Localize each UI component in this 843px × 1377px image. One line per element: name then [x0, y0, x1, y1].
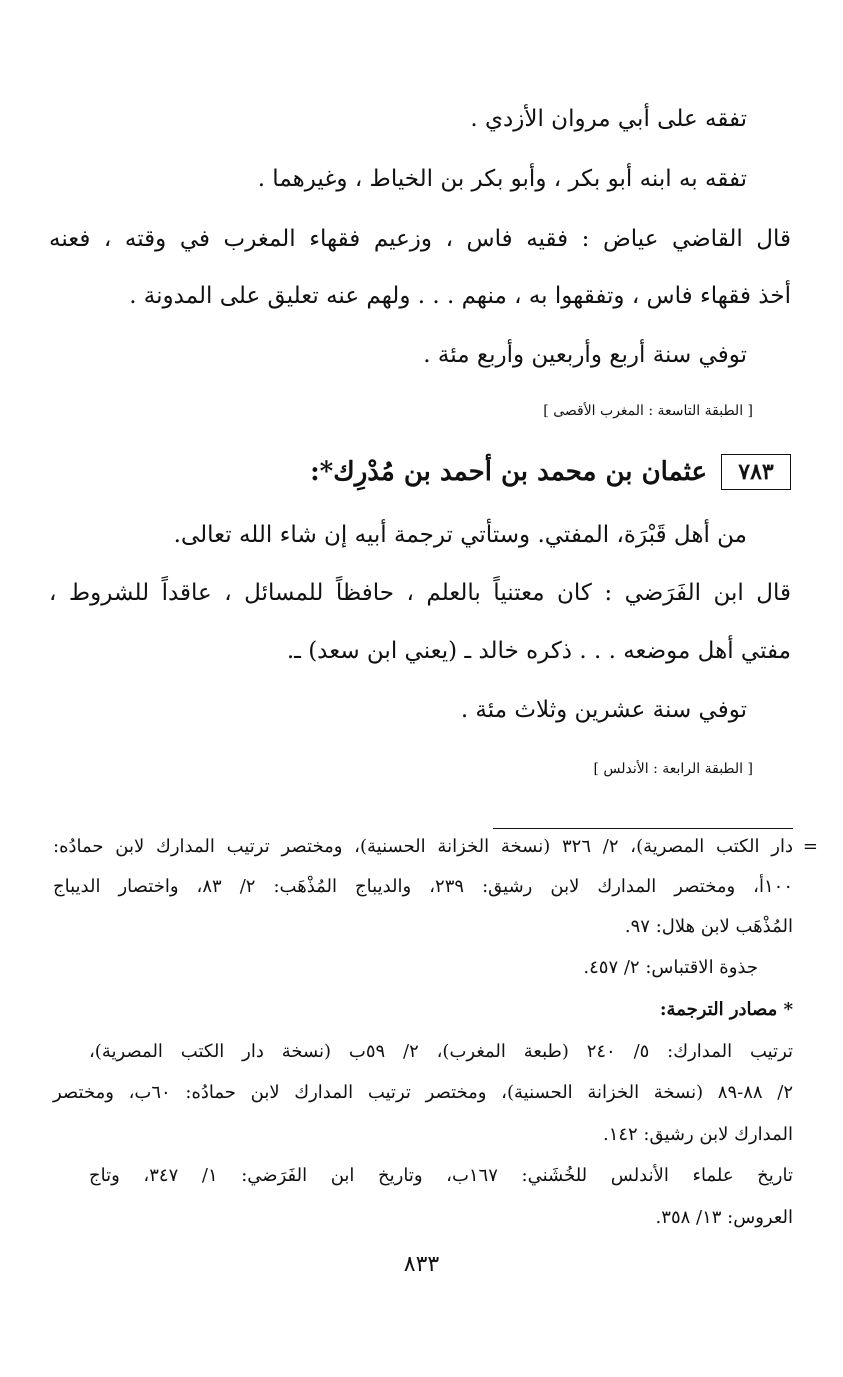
footnote-star: *: [783, 999, 793, 1020]
paragraph-line: توفي سنة عشرين وثلاث مئة .: [460, 697, 747, 723]
footnote-separator: [493, 828, 793, 829]
category-tag: [ الطبقة الرابعة : الأندلس ]: [593, 761, 753, 777]
footnote-line: ١٠٠أ، ومختصر المدارك لابن رشيق: ٢٣٩، والديباج المُذْهَب: ٢/ ٨٣، واختصار الديباج: [53, 876, 793, 897]
paragraph-line: مفتي أهل موضعه . . . ذكره خالد ـ (يعني ابن سعد) ـ.: [286, 638, 791, 664]
entry-number-box: [721, 454, 791, 490]
category-tag: [ الطبقة التاسعة : المغرب الأقصى ]: [543, 403, 753, 419]
continuation-mark: =: [802, 836, 818, 857]
source-line: ٢/ ٨٨-٨٩ (نسخة الخزانة الحسنية)، ومختصر ترتيب المدارك لابن حمادُه: ٦٠ب، ومختصر: [53, 1082, 793, 1103]
paragraph-line: تفقه على أبي مروان الأزدي .: [470, 106, 747, 132]
footnote-line: المُذْهَب لابن هلال: ٩٧.: [624, 916, 793, 937]
source-line: ترتيب المدارك: ٥/ ٢٤٠ (طبعة المغرب)، ٢/ ٥٩ب (نسخة دار الكتب المصرية)،: [89, 1041, 794, 1062]
paragraph-line: من أهل قَبْرَة، المفتي. وستأتي ترجمة أبيه إن شاء الله تعالى.: [173, 522, 747, 548]
entry-heading: [51, 448, 791, 496]
source-line: تاريخ علماء الأندلس للخُشَني: ١٦٧ب، وتاريخ ابن الفَرَضي: ١/ ٣٤٧، وتاج: [89, 1165, 793, 1186]
page-number: ٨٣٣: [403, 1252, 440, 1277]
paragraph-line: أخذ فقهاء فاس ، وتفقهوا به ، منهم . . . ولهم عنه تعليق على المدونة .: [129, 283, 791, 309]
paragraph-line: قال ابن الفَرَضي : كان معتنياً بالعلم ، حافظاً للمسائل ، عاقداً للشروط ،: [49, 580, 791, 606]
entry-title: عثمان بن محمد بن أحمد بن مُدْرِك*:: [310, 457, 707, 487]
footnote-line: جذوة الاقتباس: ٢/ ٤٥٧.: [583, 957, 758, 978]
footnote-line: دار الكتب المصرية)، ٢/ ٣٢٦ (نسخة الخزانة الحسنية)، ومختصر ترتيب المدارك لابن حمادُه:: [53, 836, 793, 857]
paragraph-line: قال القاضي عياض : فقيه فاس ، وزعيم فقهاء المغرب في وقته ، فعنه: [49, 226, 791, 252]
sources-heading-label: مصادر الترجمة:: [659, 999, 778, 1020]
entry-number: ٧٨٣: [738, 459, 774, 485]
sources-heading: [660, 997, 793, 1023]
source-line: العروس: ١٣/ ٣٥٨.: [655, 1207, 793, 1228]
source-line: المدارك لابن رشيق: ١٤٢.: [602, 1124, 793, 1145]
paragraph-line: توفي سنة أربع وأربعين وأربع مئة .: [423, 342, 747, 368]
paragraph-line: تفقه به ابنه أبو بكر ، وأبو بكر بن الخياط ، وغيرهما .: [257, 166, 747, 192]
